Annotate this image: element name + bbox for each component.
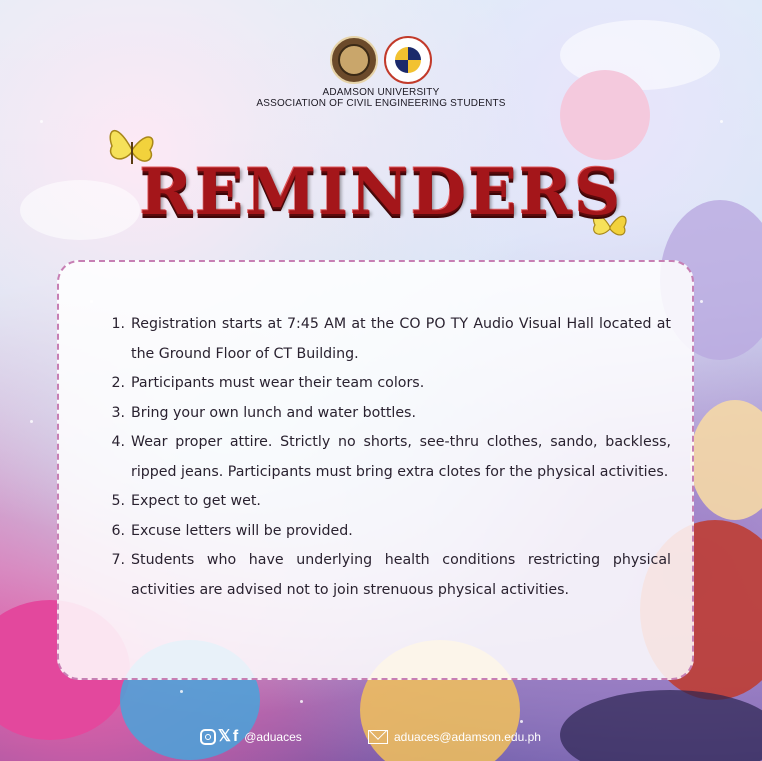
reminder-item [107,546,671,605]
reminder-text: Wear proper attire. Strictly no shorts, see-thru clothes, sando, backless, ripped jeans. Participants must bring extra clotes for the physical activities. [131,434,671,480]
reminder-item [107,369,671,399]
reminder-item [107,428,671,487]
reminder-number: 7. [111,552,125,568]
instagram-icon[interactable] [200,729,216,745]
reminder-number: 1. [111,316,125,332]
reminder-item [107,310,671,369]
reminders-list [107,310,671,605]
reminder-text: Expect to get wet. [131,493,261,509]
email-link[interactable] [368,730,541,744]
reminder-number: 2. [111,375,125,391]
org-association-name: ASSOCIATION OF CIVIL ENGINEERING STUDENTS [256,98,506,109]
reminder-text: Participants must wear their team colors. [131,375,425,391]
reminder-number: 4. [111,434,125,450]
x-icon[interactable]: 𝕏 [218,728,231,745]
aces-logo-icon [384,36,432,84]
email-address[interactable]: aduaces@adamson.edu.ph [394,730,541,744]
reminder-number: 6. [111,522,125,539]
reminder-text: Bring your own lunch and water bottles. [131,404,416,421]
reminder-text: Registration starts at 7:45 AM at the CO PO TY Audio Visual Hall located at the Ground Floor of CT Building. [131,316,671,362]
logo-group [0,36,762,84]
facebook-icon[interactable]: f [232,728,239,745]
reminder-text: Excuse letters will be provided. [131,522,353,539]
reminder-item [107,487,671,517]
page-title: REMINDERS [139,155,623,230]
reminder-number: 5. [111,493,125,509]
footer-contact [0,725,762,749]
reminder-text: Students who have underlying health conditions restricting physical activities are advised not to join strenuous physical activities. [131,552,671,598]
character-decoration [690,400,762,520]
social-links[interactable] [200,729,302,745]
org-university-name: ADAMSON UNIVERSITY [322,87,440,98]
organization-header [0,36,762,109]
mail-icon [368,730,388,744]
reminder-number: 3. [111,404,125,421]
social-handle[interactable]: @aduaces [244,730,302,744]
reminder-item [107,399,671,429]
adamson-university-seal-icon [330,36,378,84]
reminders-card [57,260,694,680]
reminder-item [107,517,671,547]
